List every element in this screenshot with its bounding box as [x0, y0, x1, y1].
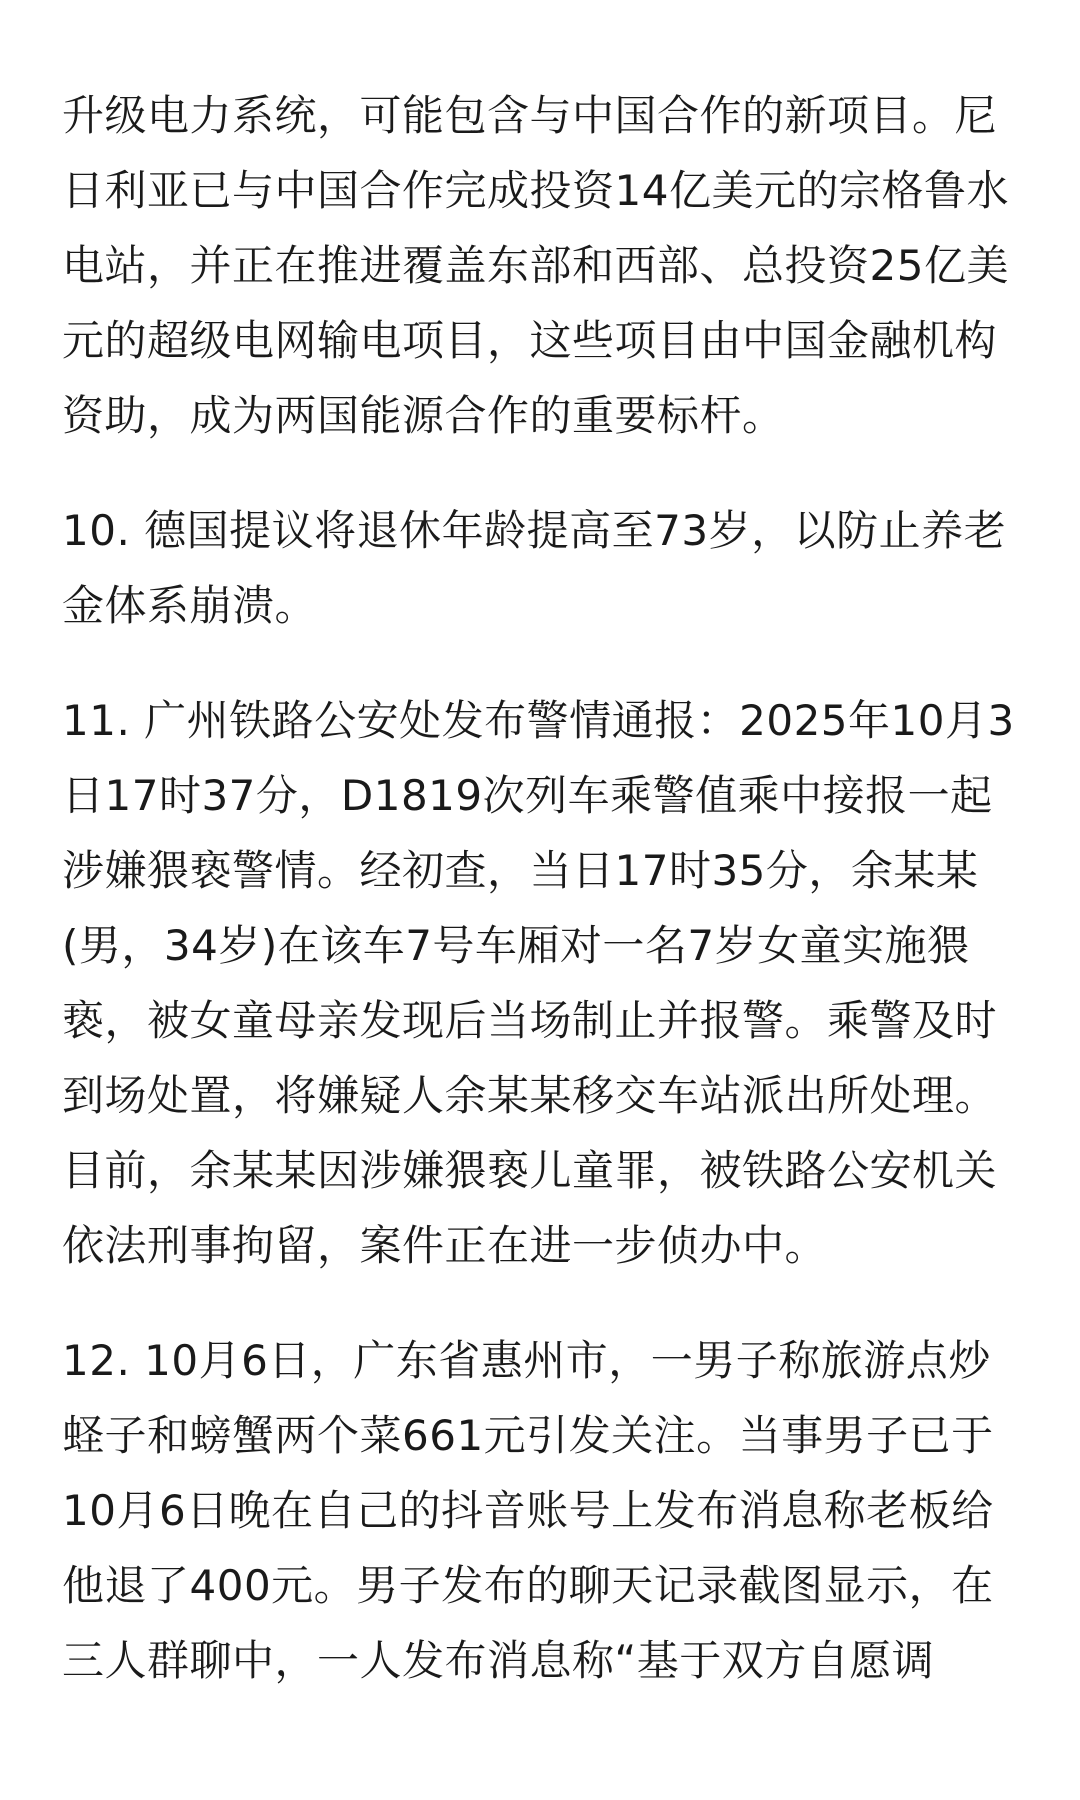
paragraph-item-10: 10. 德国提议将退休年龄提高至73岁，以防止养老 金体系崩溃。	[62, 506, 1007, 630]
article-body	[62, 78, 1030, 1698]
paragraph-power-projects: 升级电力系统，可能包含与中国合作的新项目。尼 日利亚已与中国合作完成投资14亿美元的宗格鲁水 电站，并正在推进覆盖东部和西部、总投资25亿美 元的超级电网输电项目，这些项目由中国金融机构 资助，成为两国能源合作的重要标杆。	[62, 91, 1009, 440]
paragraph-item-12: 12. 10月6日，广东省惠州市，一男子称旅游点炒 蛏子和螃蟹两个菜661元引发关注。当事男子已于 10月6日晚在自己的抖音账号上发布消息称老板给 他退了400元。男子发布的聊天记录截图显示，在 三人群聊中，一人发布消息称“基于双方自愿调	[62, 1336, 994, 1685]
paragraph-item-11: 11. 广州铁路公安处发布警情通报：2025年10月3 日17时37分，D1819次列车乘警值乘中接报一起 涉嫌猥亵警情。经初查，当日17时35分，余某某 (男，34岁)在该车7号车厢对一名7岁女童实施猥 亵，被女童母亲发现后当场制止并报警。乘警及时 到场处置，将嫌疑人余某某移交车站派出所处理。 目前，余某某因涉嫌猥亵儿童罪，被铁路公安机关 依法刑事拘留，案件正在进一步侦办中。	[62, 696, 1015, 1270]
